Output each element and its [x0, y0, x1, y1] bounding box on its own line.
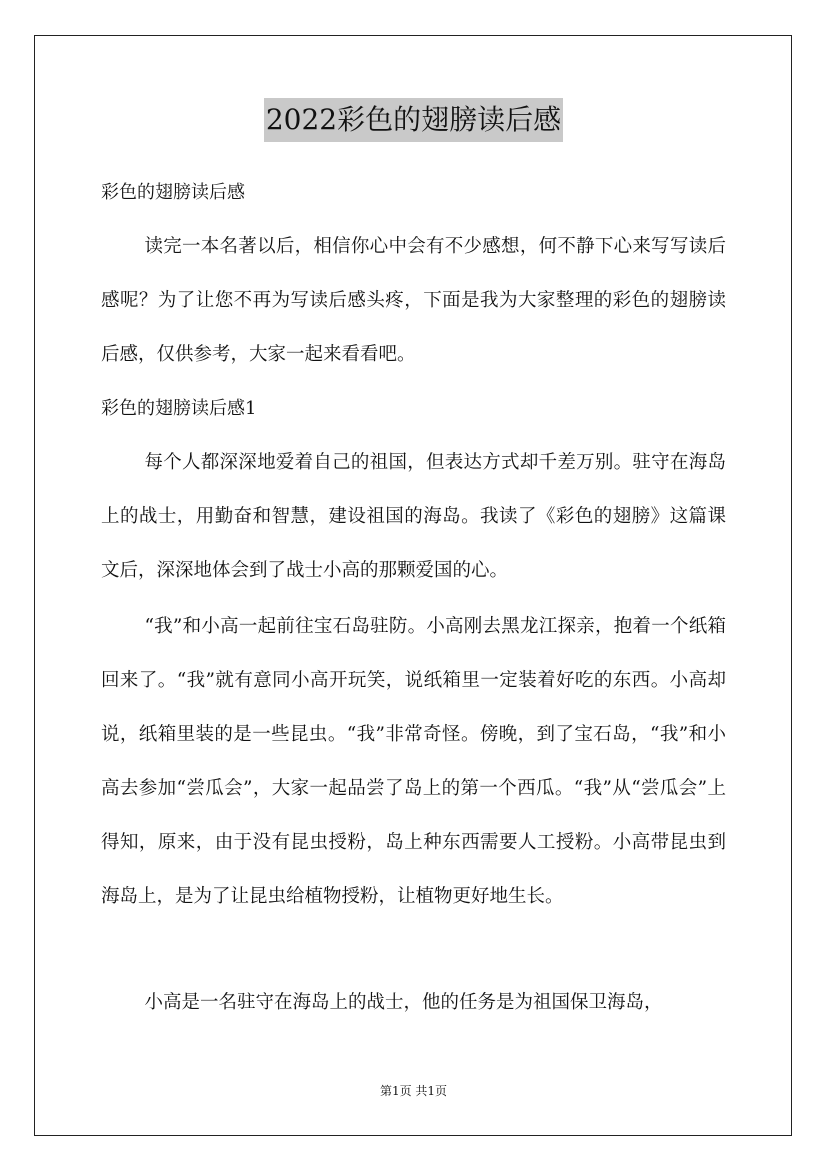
intro-paragraph: 读完一本名著以后，相信你心中会有不少感想，何不静下心来写写读后感呢？为了让您不再为写读后感头疼，下面是我为大家整理的彩色的翅膀读后感，仅供参考，大家一起来看看吧。	[101, 236, 726, 365]
title-container	[0, 98, 827, 142]
section-heading: 彩色的翅膀读后感1	[101, 398, 257, 419]
document-title: 2022彩色的翅膀读后感	[264, 98, 563, 142]
page-footer: 第1页 共1页	[379, 1084, 448, 1098]
document-subtitle: 彩色的翅膀读后感	[101, 182, 245, 203]
body-paragraph-3: 小高是一名驻守在海岛上的战士，他的任务是为祖国保卫海岛，	[144, 992, 663, 1013]
body-paragraph-1: 每个人都深深地爱着自己的祖国，但表达方式却千差万别。驻守在海岛上的战士，用勤奋和智慧，建设祖国的海岛。我读了《彩色的翅膀》这篇课文后，深深地体会到了战士小高的那颗爱国的心。	[101, 452, 726, 581]
body-paragraph-2: “我”和小高一起前往宝石岛驻防。小高刚去黑龙江探亲，抱着一个纸箱回来了。“我”就有意同小高开玩笑，说纸箱里一定装着好吃的东西。小高却说，纸箱里装的是一些昆虫。“我”非常奇怪。傍晚，到了宝石岛，“我”和小高去参加“尝瓜会”，大家一起品尝了岛上的第一个西瓜。“我”从“尝瓜会”上得知，原来，由于没有昆虫授粉，岛上种东西需要人工授粉。小高带昆虫到海岛上，是为了让昆虫给植物授粉，让植物更好地生长。	[101, 616, 726, 907]
